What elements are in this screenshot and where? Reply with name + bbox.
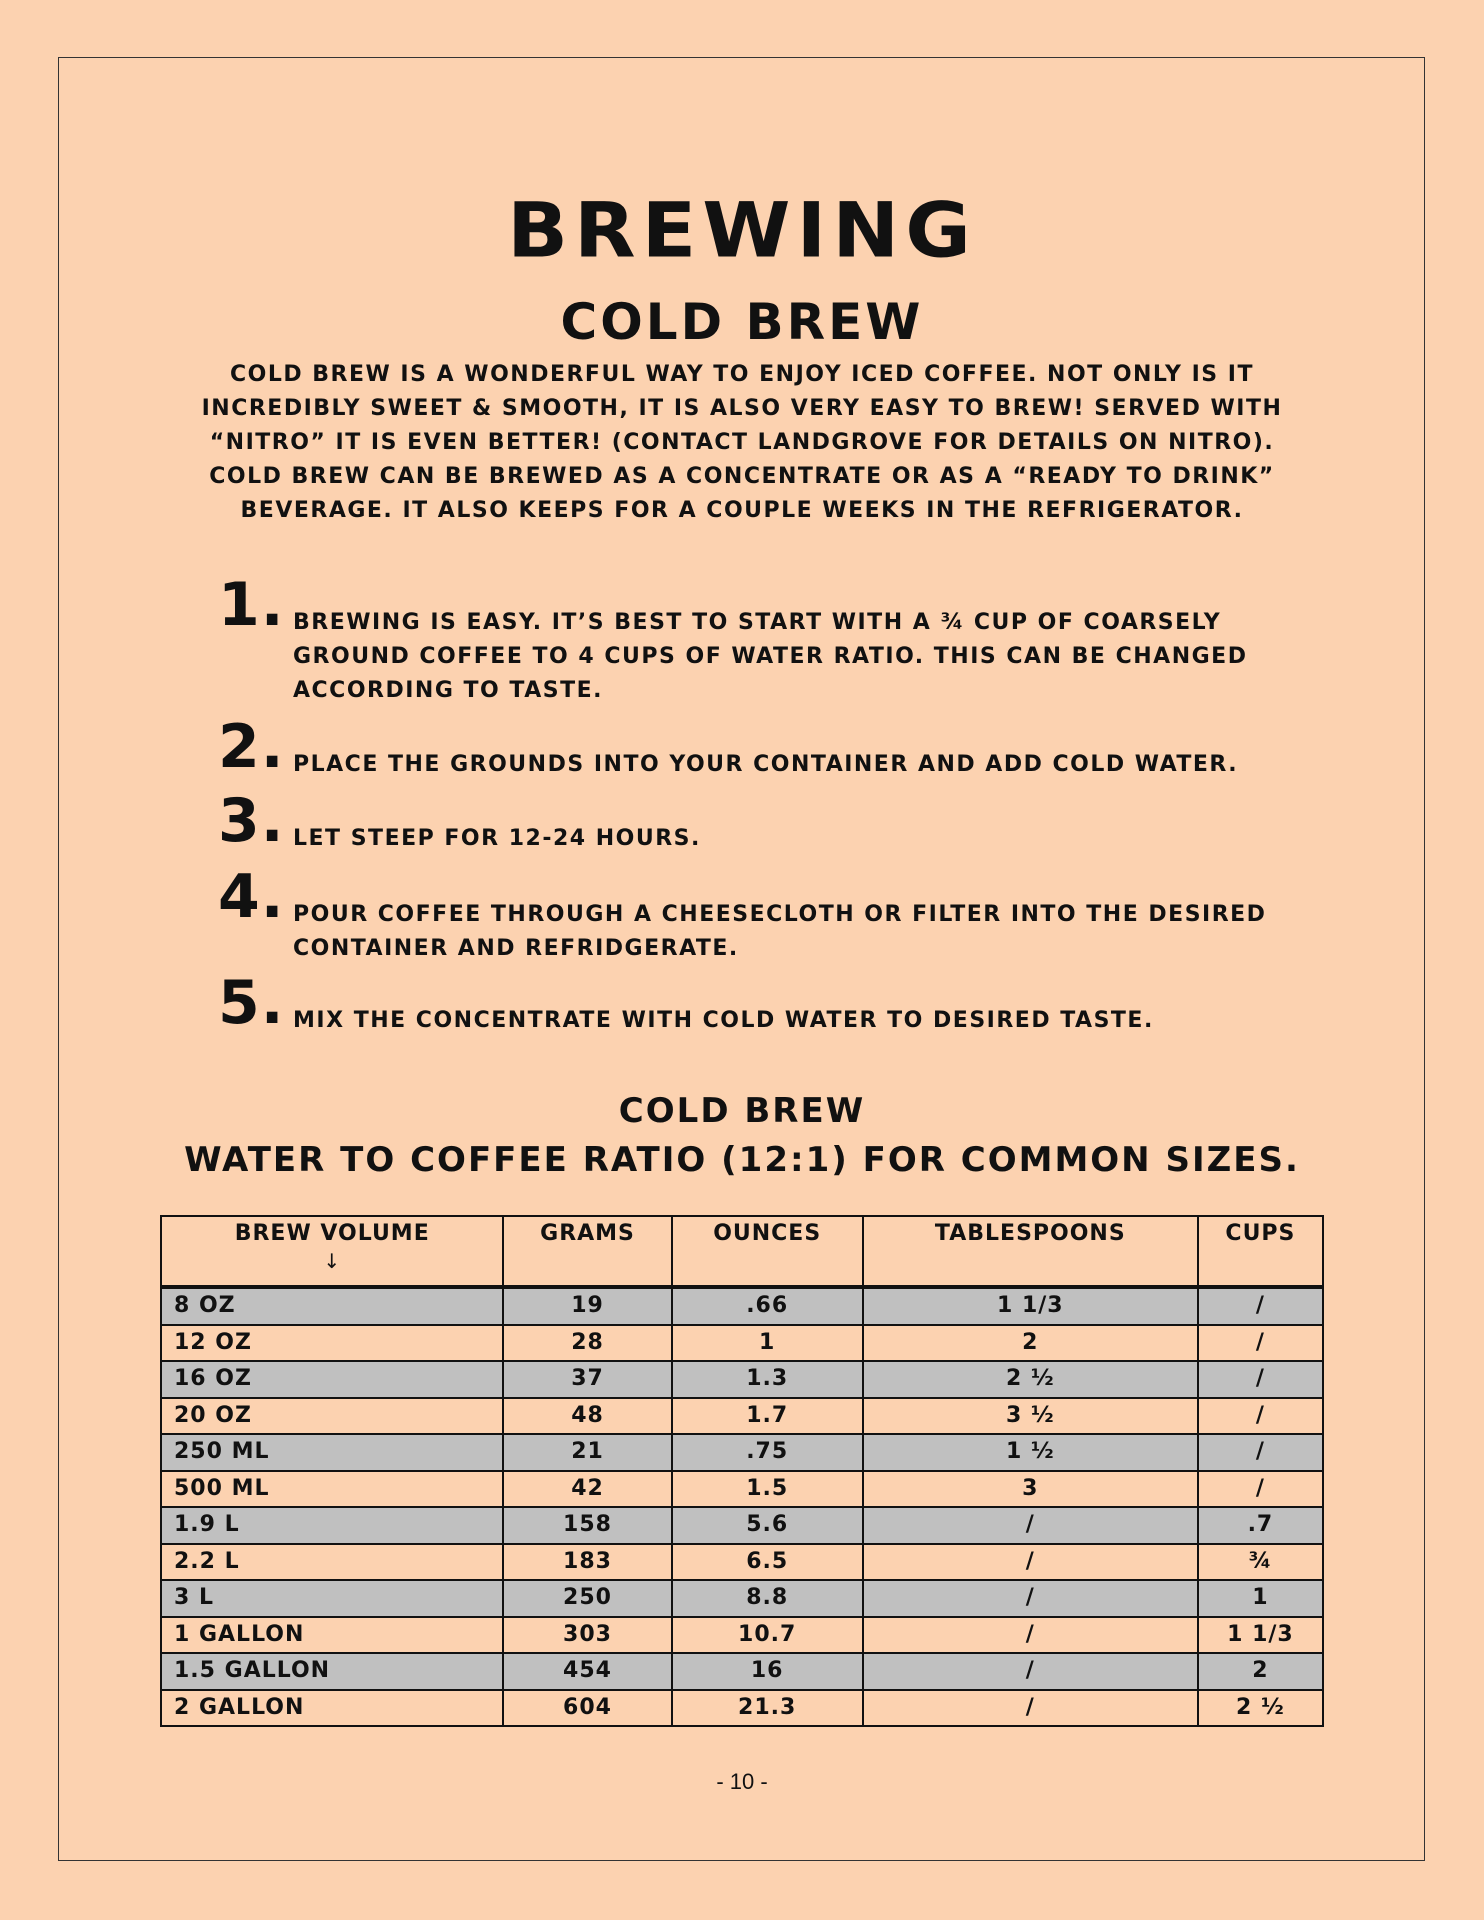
cell-ounces: 1.3 xyxy=(672,1361,863,1398)
table-row xyxy=(161,1544,1323,1581)
ratio-table xyxy=(160,1215,1324,1727)
cell-cups: ¾ xyxy=(1198,1544,1323,1581)
cell-grams: 604 xyxy=(503,1690,671,1727)
step-text: BREWING IS EASY. IT’S BEST TO START WITH A ¾ CUP OF COARSELY GROUND COFFEE TO 4 CUPS OF WATER RATIO. THIS CAN BE CHANGED ACCORDING TO TASTE. xyxy=(293,610,1248,703)
cell-ounces: 16 xyxy=(672,1653,863,1690)
table-row xyxy=(161,1580,1323,1617)
cell-grams: 303 xyxy=(503,1617,671,1654)
cell-grams: 454 xyxy=(503,1653,671,1690)
cell-tablespoons: / xyxy=(863,1690,1198,1727)
table-row xyxy=(161,1361,1323,1398)
cell-grams: 250 xyxy=(503,1580,671,1617)
cell-brew-volume: 12 OZ xyxy=(161,1325,503,1362)
cell-grams: 19 xyxy=(503,1287,671,1325)
intro-paragraph-1: COLD BREW IS A WONDERFUL WAY TO ENJOY ICED COFFEE. NOT ONLY IS IT INCREDIBLY SWEET & SMOOTH, IT IS ALSO VERY EASY TO BREW! SERVED WITH “NITRO” IT IS EVEN BETTER! (CONTACT LANDGROVE FOR DETAILS ON NITRO). xyxy=(201,362,1283,455)
step-text: MIX THE CONCENTRATE WITH COLD WATER TO DESIRED TASTE. xyxy=(293,1008,1154,1033)
cell-brew-volume: 1.9 L xyxy=(161,1507,503,1544)
cell-cups: 2 ½ xyxy=(1198,1690,1323,1727)
cell-cups: / xyxy=(1198,1434,1323,1471)
cell-tablespoons: 2 ½ xyxy=(863,1361,1198,1398)
cell-brew-volume: 2 GALLON xyxy=(161,1690,503,1727)
step-text: LET STEEP FOR 12-24 HOURS. xyxy=(293,826,701,851)
table-subtitle: WATER TO COFFEE RATIO (12:1) FOR COMMON SIZES. xyxy=(184,1140,1300,1180)
step-text: PLACE THE GROUNDS INTO YOUR CONTAINER AND ADD COLD WATER. xyxy=(293,752,1239,777)
cell-tablespoons: 3 ½ xyxy=(863,1398,1198,1435)
cell-cups: / xyxy=(1198,1398,1323,1435)
cell-ounces: 1.5 xyxy=(672,1471,863,1508)
cell-cups: / xyxy=(1198,1471,1323,1508)
cell-brew-volume: 16 OZ xyxy=(161,1361,503,1398)
cell-ounces: 10.7 xyxy=(672,1617,863,1654)
arrow-down-icon: ↓ xyxy=(323,1249,342,1273)
cell-tablespoons: 2 xyxy=(863,1325,1198,1362)
cell-tablespoons: 3 xyxy=(863,1471,1198,1508)
cell-tablespoons: / xyxy=(863,1507,1198,1544)
header-tablespoons: TABLESPOONS xyxy=(863,1216,1198,1287)
cell-ounces: .66 xyxy=(672,1287,863,1325)
step-number: 1. xyxy=(218,570,285,640)
cell-grams: 37 xyxy=(503,1361,671,1398)
cell-tablespoons: 1 ½ xyxy=(863,1434,1198,1471)
step-number: 4. xyxy=(218,862,285,932)
intro-text xyxy=(170,358,1314,528)
cell-grams: 183 xyxy=(503,1544,671,1581)
table-row xyxy=(161,1287,1323,1325)
step-number: 2. xyxy=(218,712,285,782)
header-grams: GRAMS xyxy=(503,1216,671,1287)
table-row xyxy=(161,1653,1323,1690)
header-brew-volume xyxy=(161,1216,503,1287)
cell-brew-volume: 20 OZ xyxy=(161,1398,503,1435)
header-brew-volume-label: BREW VOLUME xyxy=(234,1221,430,1246)
cell-cups: .7 xyxy=(1198,1507,1323,1544)
cell-ounces: 1 xyxy=(672,1325,863,1362)
cell-ounces: 5.6 xyxy=(672,1507,863,1544)
step-text: POUR COFFEE THROUGH A CHEESECLOTH OR FILTER INTO THE DESIRED CONTAINER AND REFRIDGERATE. xyxy=(293,902,1267,961)
cell-cups: / xyxy=(1198,1325,1323,1362)
cell-ounces: 6.5 xyxy=(672,1544,863,1581)
table-body xyxy=(161,1287,1323,1726)
table-row xyxy=(161,1434,1323,1471)
cell-grams: 48 xyxy=(503,1398,671,1435)
cell-brew-volume: 2.2 L xyxy=(161,1544,503,1581)
cell-grams: 28 xyxy=(503,1325,671,1362)
cell-cups: 1 1/3 xyxy=(1198,1617,1323,1654)
section-subtitle: COLD BREW xyxy=(560,293,924,351)
table-title: COLD BREW xyxy=(618,1091,866,1131)
cell-tablespoons: / xyxy=(863,1544,1198,1581)
table-row xyxy=(161,1325,1323,1362)
cell-cups: 1 xyxy=(1198,1580,1323,1617)
cell-grams: 21 xyxy=(503,1434,671,1471)
cell-brew-volume: 500 ML xyxy=(161,1471,503,1508)
page-title: BREWING xyxy=(507,186,977,275)
intro-paragraph-2: COLD BREW CAN BE BREWED AS A CONCENTRATE OR AS A “READY TO DRINK” BEVERAGE. IT ALSO KEEPS FOR A COUPLE WEEKS IN THE REFRIGERATOR. xyxy=(209,464,1275,523)
cell-cups: / xyxy=(1198,1287,1323,1325)
cell-cups: 2 xyxy=(1198,1653,1323,1690)
cell-ounces: .75 xyxy=(672,1434,863,1471)
cell-brew-volume: 8 OZ xyxy=(161,1287,503,1325)
cell-ounces: 8.8 xyxy=(672,1580,863,1617)
header-cups: CUPS xyxy=(1198,1216,1323,1287)
cell-tablespoons: / xyxy=(863,1653,1198,1690)
cell-ounces: 1.7 xyxy=(672,1398,863,1435)
table-header-row xyxy=(161,1216,1323,1287)
header-ounces: OUNCES xyxy=(672,1216,863,1287)
page-number: - 10 - xyxy=(716,1769,768,1794)
cell-brew-volume: 250 ML xyxy=(161,1434,503,1471)
cell-tablespoons: / xyxy=(863,1617,1198,1654)
cell-grams: 42 xyxy=(503,1471,671,1508)
cell-ounces: 21.3 xyxy=(672,1690,863,1727)
cell-grams: 158 xyxy=(503,1507,671,1544)
cell-brew-volume: 1.5 GALLON xyxy=(161,1653,503,1690)
table-row xyxy=(161,1398,1323,1435)
cell-brew-volume: 3 L xyxy=(161,1580,503,1617)
cell-tablespoons: / xyxy=(863,1580,1198,1617)
cell-tablespoons: 1 1/3 xyxy=(863,1287,1198,1325)
table-row xyxy=(161,1471,1323,1508)
cell-brew-volume: 1 GALLON xyxy=(161,1617,503,1654)
step-number: 5. xyxy=(218,968,285,1038)
step-number: 3. xyxy=(218,786,285,856)
cell-cups: / xyxy=(1198,1361,1323,1398)
table-row xyxy=(161,1507,1323,1544)
table-row xyxy=(161,1617,1323,1654)
table-row xyxy=(161,1690,1323,1727)
